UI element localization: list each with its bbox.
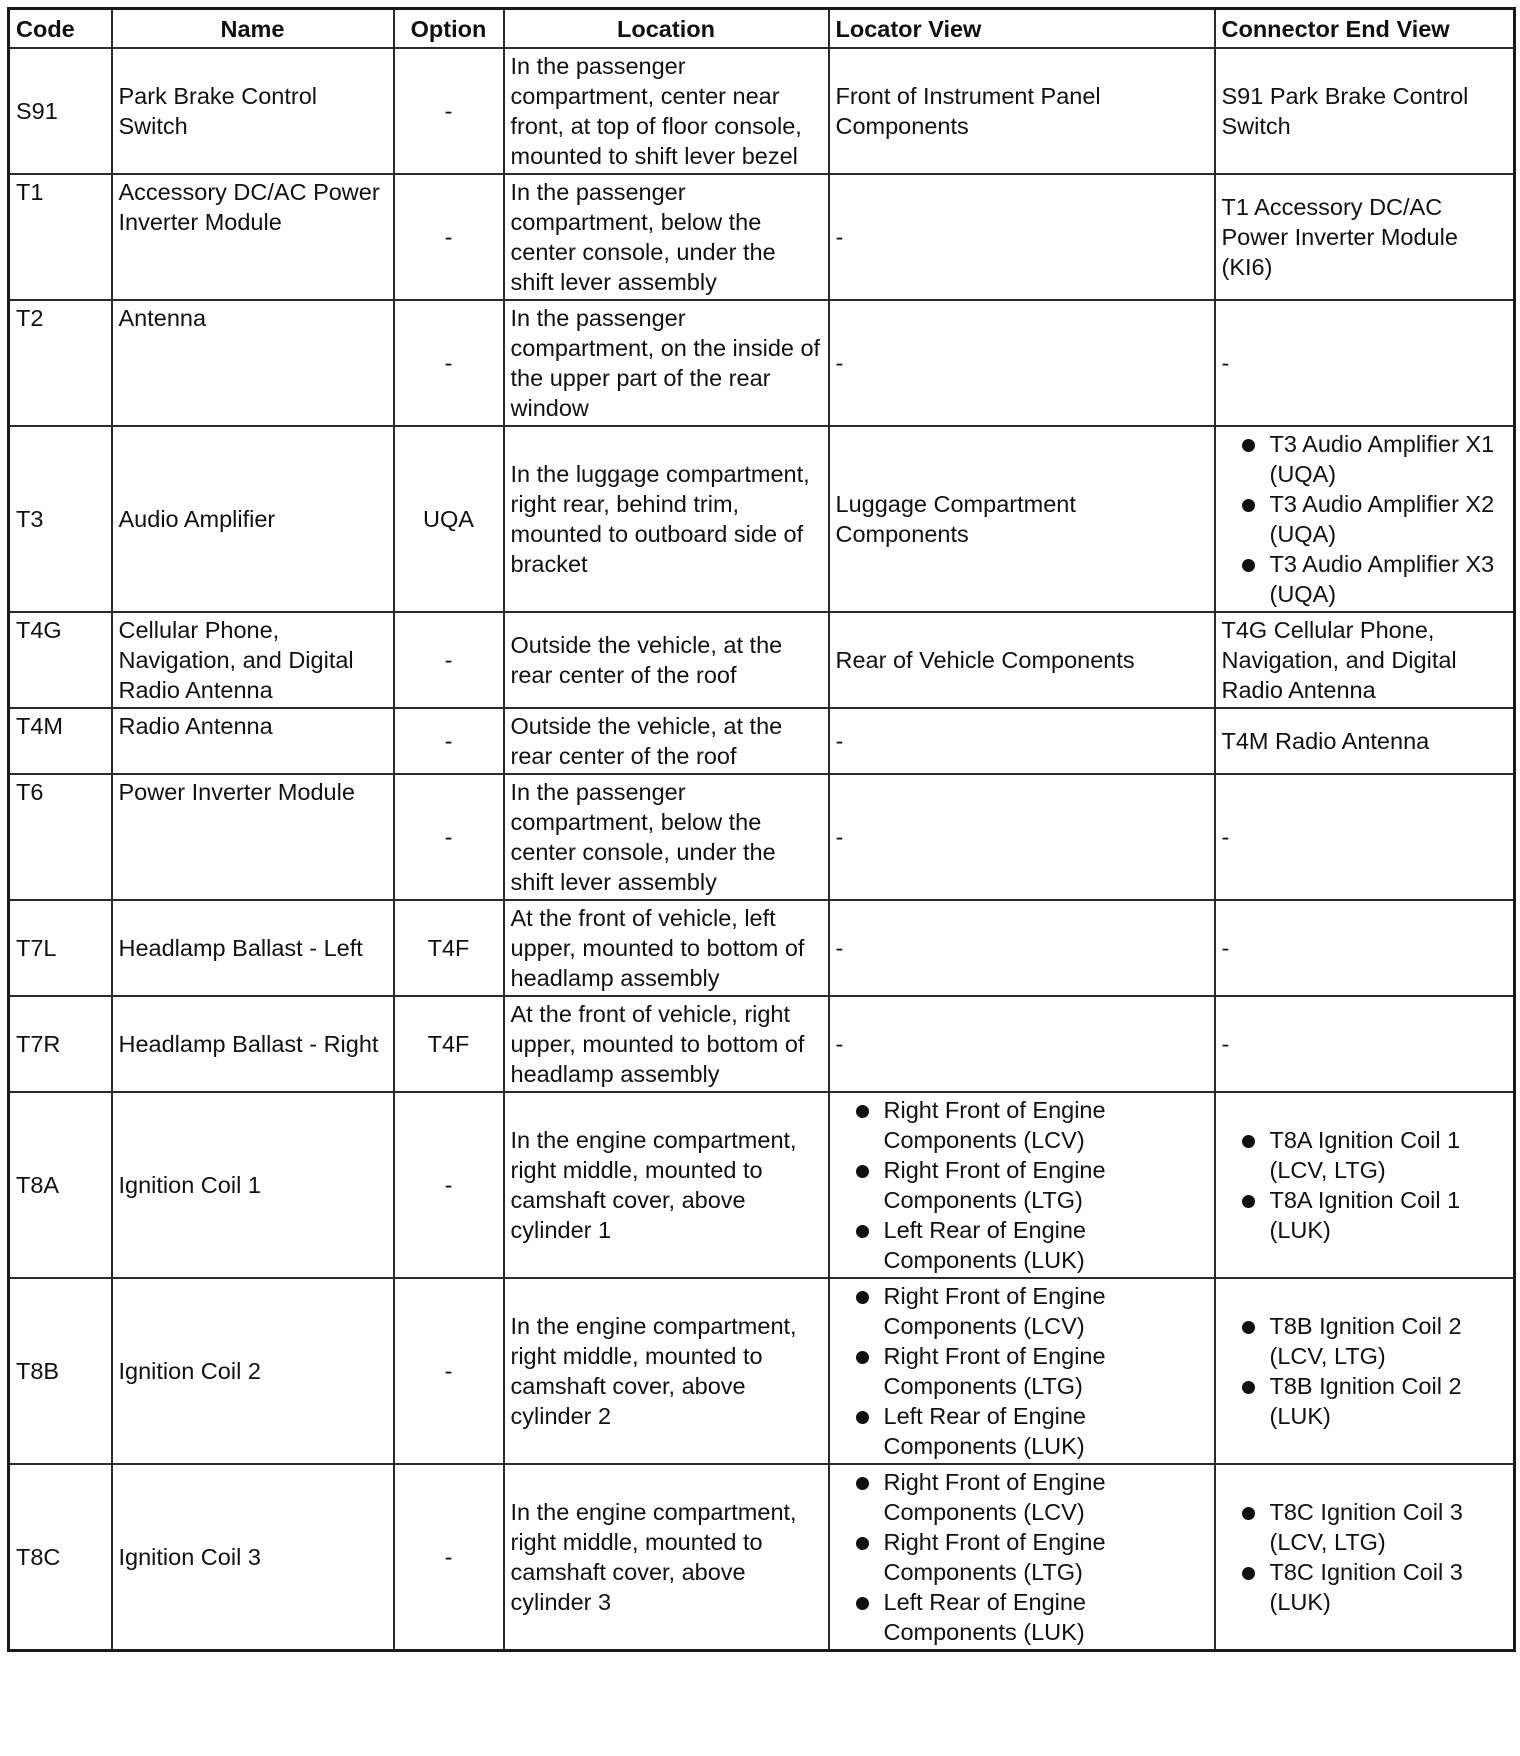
code-cell: T2 — [9, 300, 112, 426]
header-option: Option — [394, 9, 504, 49]
code-cell: T1 — [9, 174, 112, 300]
connector-end-view-cell — [1215, 1092, 1515, 1278]
connector-end-view-cell — [1215, 426, 1515, 612]
locator-view-cell: Front of Instrument Panel Components — [829, 48, 1215, 174]
option-cell: T4F — [394, 996, 504, 1092]
connector-end-view-cell — [1215, 1278, 1515, 1464]
option-cell: - — [394, 612, 504, 708]
bullet-item: T8A Ignition Coil 1 (LCV, LTG) — [1222, 1125, 1508, 1185]
locator-view-cell: - — [829, 300, 1215, 426]
table-row — [9, 174, 1515, 300]
connector-view-list — [1222, 429, 1508, 609]
location-cell: In the engine compartment, right middle, mounted to camshaft cover, above cylinder 3 — [504, 1464, 829, 1651]
connector-end-view-cell: - — [1215, 996, 1515, 1092]
name-cell: Power Inverter Module — [112, 774, 394, 900]
option-cell: - — [394, 174, 504, 300]
bullet-item: T8C Ignition Coil 3 (LCV, LTG) — [1222, 1497, 1508, 1557]
table-row — [9, 708, 1515, 774]
bullet-item: T8C Ignition Coil 3 (LUK) — [1222, 1557, 1508, 1617]
table-row — [9, 996, 1515, 1092]
component-table-container — [7, 7, 1516, 1652]
option-cell: - — [394, 708, 504, 774]
header-location: Location — [504, 9, 829, 49]
location-cell: Outside the vehicle, at the rear center of the roof — [504, 612, 829, 708]
bullet-item: Left Rear of Engine Components (LUK) — [836, 1587, 1208, 1647]
locator-view-cell: Luggage Compartment Components — [829, 426, 1215, 612]
connector-end-view-cell: - — [1215, 774, 1515, 900]
locator-view-cell: - — [829, 900, 1215, 996]
connector-view-list — [1222, 1497, 1508, 1617]
connector-end-view-cell — [1215, 1464, 1515, 1651]
option-cell: T4F — [394, 900, 504, 996]
connector-view-list — [1222, 1125, 1508, 1245]
table-row — [9, 1464, 1515, 1651]
locator-view-cell: - — [829, 708, 1215, 774]
locator-view-list — [836, 1281, 1208, 1461]
bullet-item: Right Front of Engine Components (LTG) — [836, 1155, 1208, 1215]
name-cell: Cellular Phone, Navigation, and Digital Radio Antenna — [112, 612, 394, 708]
connector-end-view-cell: S91 Park Brake Control Switch — [1215, 48, 1515, 174]
table-row — [9, 612, 1515, 708]
option-cell: - — [394, 1464, 504, 1651]
component-locator-table — [7, 7, 1516, 1652]
location-cell: In the engine compartment, right middle, mounted to camshaft cover, above cylinder 2 — [504, 1278, 829, 1464]
locator-view-cell — [829, 1278, 1215, 1464]
location-cell: In the passenger compartment, center near front, at top of floor console, mounted to shift lever bezel — [504, 48, 829, 174]
code-cell: T8C — [9, 1464, 112, 1651]
code-cell: T7L — [9, 900, 112, 996]
option-cell: - — [394, 1092, 504, 1278]
name-cell: Ignition Coil 2 — [112, 1278, 394, 1464]
location-cell: In the luggage compartment, right rear, behind trim, mounted to outboard side of bracket — [504, 426, 829, 612]
bullet-item: Right Front of Engine Components (LCV) — [836, 1095, 1208, 1155]
locator-view-list — [836, 1095, 1208, 1275]
connector-end-view-cell: - — [1215, 900, 1515, 996]
code-cell: T8A — [9, 1092, 112, 1278]
option-cell: UQA — [394, 426, 504, 612]
name-cell: Headlamp Ballast - Left — [112, 900, 394, 996]
table-row — [9, 1092, 1515, 1278]
bullet-item: Right Front of Engine Components (LCV) — [836, 1281, 1208, 1341]
name-cell: Radio Antenna — [112, 708, 394, 774]
bullet-item: T8A Ignition Coil 1 (LUK) — [1222, 1185, 1508, 1245]
header-locator-view: Locator View — [829, 9, 1215, 49]
header-row — [9, 9, 1515, 49]
locator-view-cell: - — [829, 774, 1215, 900]
location-cell: At the front of vehicle, left upper, mounted to bottom of headlamp assembly — [504, 900, 829, 996]
bullet-item: T8B Ignition Coil 2 (LUK) — [1222, 1371, 1508, 1431]
locator-view-cell: Rear of Vehicle Components — [829, 612, 1215, 708]
connector-end-view-cell: T1 Accessory DC/AC Power Inverter Module (KI6) — [1215, 174, 1515, 300]
table-row — [9, 900, 1515, 996]
name-cell: Ignition Coil 3 — [112, 1464, 394, 1651]
code-cell: T8B — [9, 1278, 112, 1464]
connector-end-view-cell: - — [1215, 300, 1515, 426]
bullet-item: Left Rear of Engine Components (LUK) — [836, 1401, 1208, 1461]
table-row — [9, 1278, 1515, 1464]
bullet-item: T8B Ignition Coil 2 (LCV, LTG) — [1222, 1311, 1508, 1371]
locator-view-list — [836, 1467, 1208, 1647]
header-name: Name — [112, 9, 394, 49]
name-cell: Park Brake Control Switch — [112, 48, 394, 174]
table-row — [9, 300, 1515, 426]
location-cell: In the passenger compartment, below the center console, under the shift lever assembly — [504, 174, 829, 300]
code-cell: S91 — [9, 48, 112, 174]
code-cell: T6 — [9, 774, 112, 900]
name-cell: Audio Amplifier — [112, 426, 394, 612]
table-row — [9, 48, 1515, 174]
bullet-item: Left Rear of Engine Components (LUK) — [836, 1215, 1208, 1275]
bullet-item: T3 Audio Amplifier X2 (UQA) — [1222, 489, 1508, 549]
location-cell: In the passenger compartment, on the inside of the upper part of the rear window — [504, 300, 829, 426]
option-cell: - — [394, 300, 504, 426]
name-cell: Antenna — [112, 300, 394, 426]
table-row — [9, 426, 1515, 612]
connector-end-view-cell: T4M Radio Antenna — [1215, 708, 1515, 774]
code-cell: T7R — [9, 996, 112, 1092]
locator-view-cell: - — [829, 174, 1215, 300]
option-cell: - — [394, 48, 504, 174]
header-connector-end-view: Connector End View — [1215, 9, 1515, 49]
code-cell: T4G — [9, 612, 112, 708]
option-cell: - — [394, 774, 504, 900]
option-cell: - — [394, 1278, 504, 1464]
bullet-item: Right Front of Engine Components (LTG) — [836, 1527, 1208, 1587]
locator-view-cell — [829, 1092, 1215, 1278]
bullet-item: Right Front of Engine Components (LCV) — [836, 1467, 1208, 1527]
code-cell: T4M — [9, 708, 112, 774]
location-cell: In the passenger compartment, below the center console, under the shift lever assembly — [504, 774, 829, 900]
table-row — [9, 774, 1515, 900]
header-code: Code — [9, 9, 112, 49]
location-cell: Outside the vehicle, at the rear center of the roof — [504, 708, 829, 774]
connector-end-view-cell: T4G Cellular Phone, Navigation, and Digital Radio Antenna — [1215, 612, 1515, 708]
code-cell: T3 — [9, 426, 112, 612]
location-cell: At the front of vehicle, right upper, mounted to bottom of headlamp assembly — [504, 996, 829, 1092]
bullet-item: T3 Audio Amplifier X3 (UQA) — [1222, 549, 1508, 609]
bullet-item: T3 Audio Amplifier X1 (UQA) — [1222, 429, 1508, 489]
location-cell: In the engine compartment, right middle, mounted to camshaft cover, above cylinder 1 — [504, 1092, 829, 1278]
locator-view-cell: - — [829, 996, 1215, 1092]
locator-view-cell — [829, 1464, 1215, 1651]
name-cell: Accessory DC/AC Power Inverter Module — [112, 174, 394, 300]
name-cell: Headlamp Ballast - Right — [112, 996, 394, 1092]
name-cell: Ignition Coil 1 — [112, 1092, 394, 1278]
connector-view-list — [1222, 1311, 1508, 1431]
bullet-item: Right Front of Engine Components (LTG) — [836, 1341, 1208, 1401]
table-body — [9, 48, 1515, 1651]
